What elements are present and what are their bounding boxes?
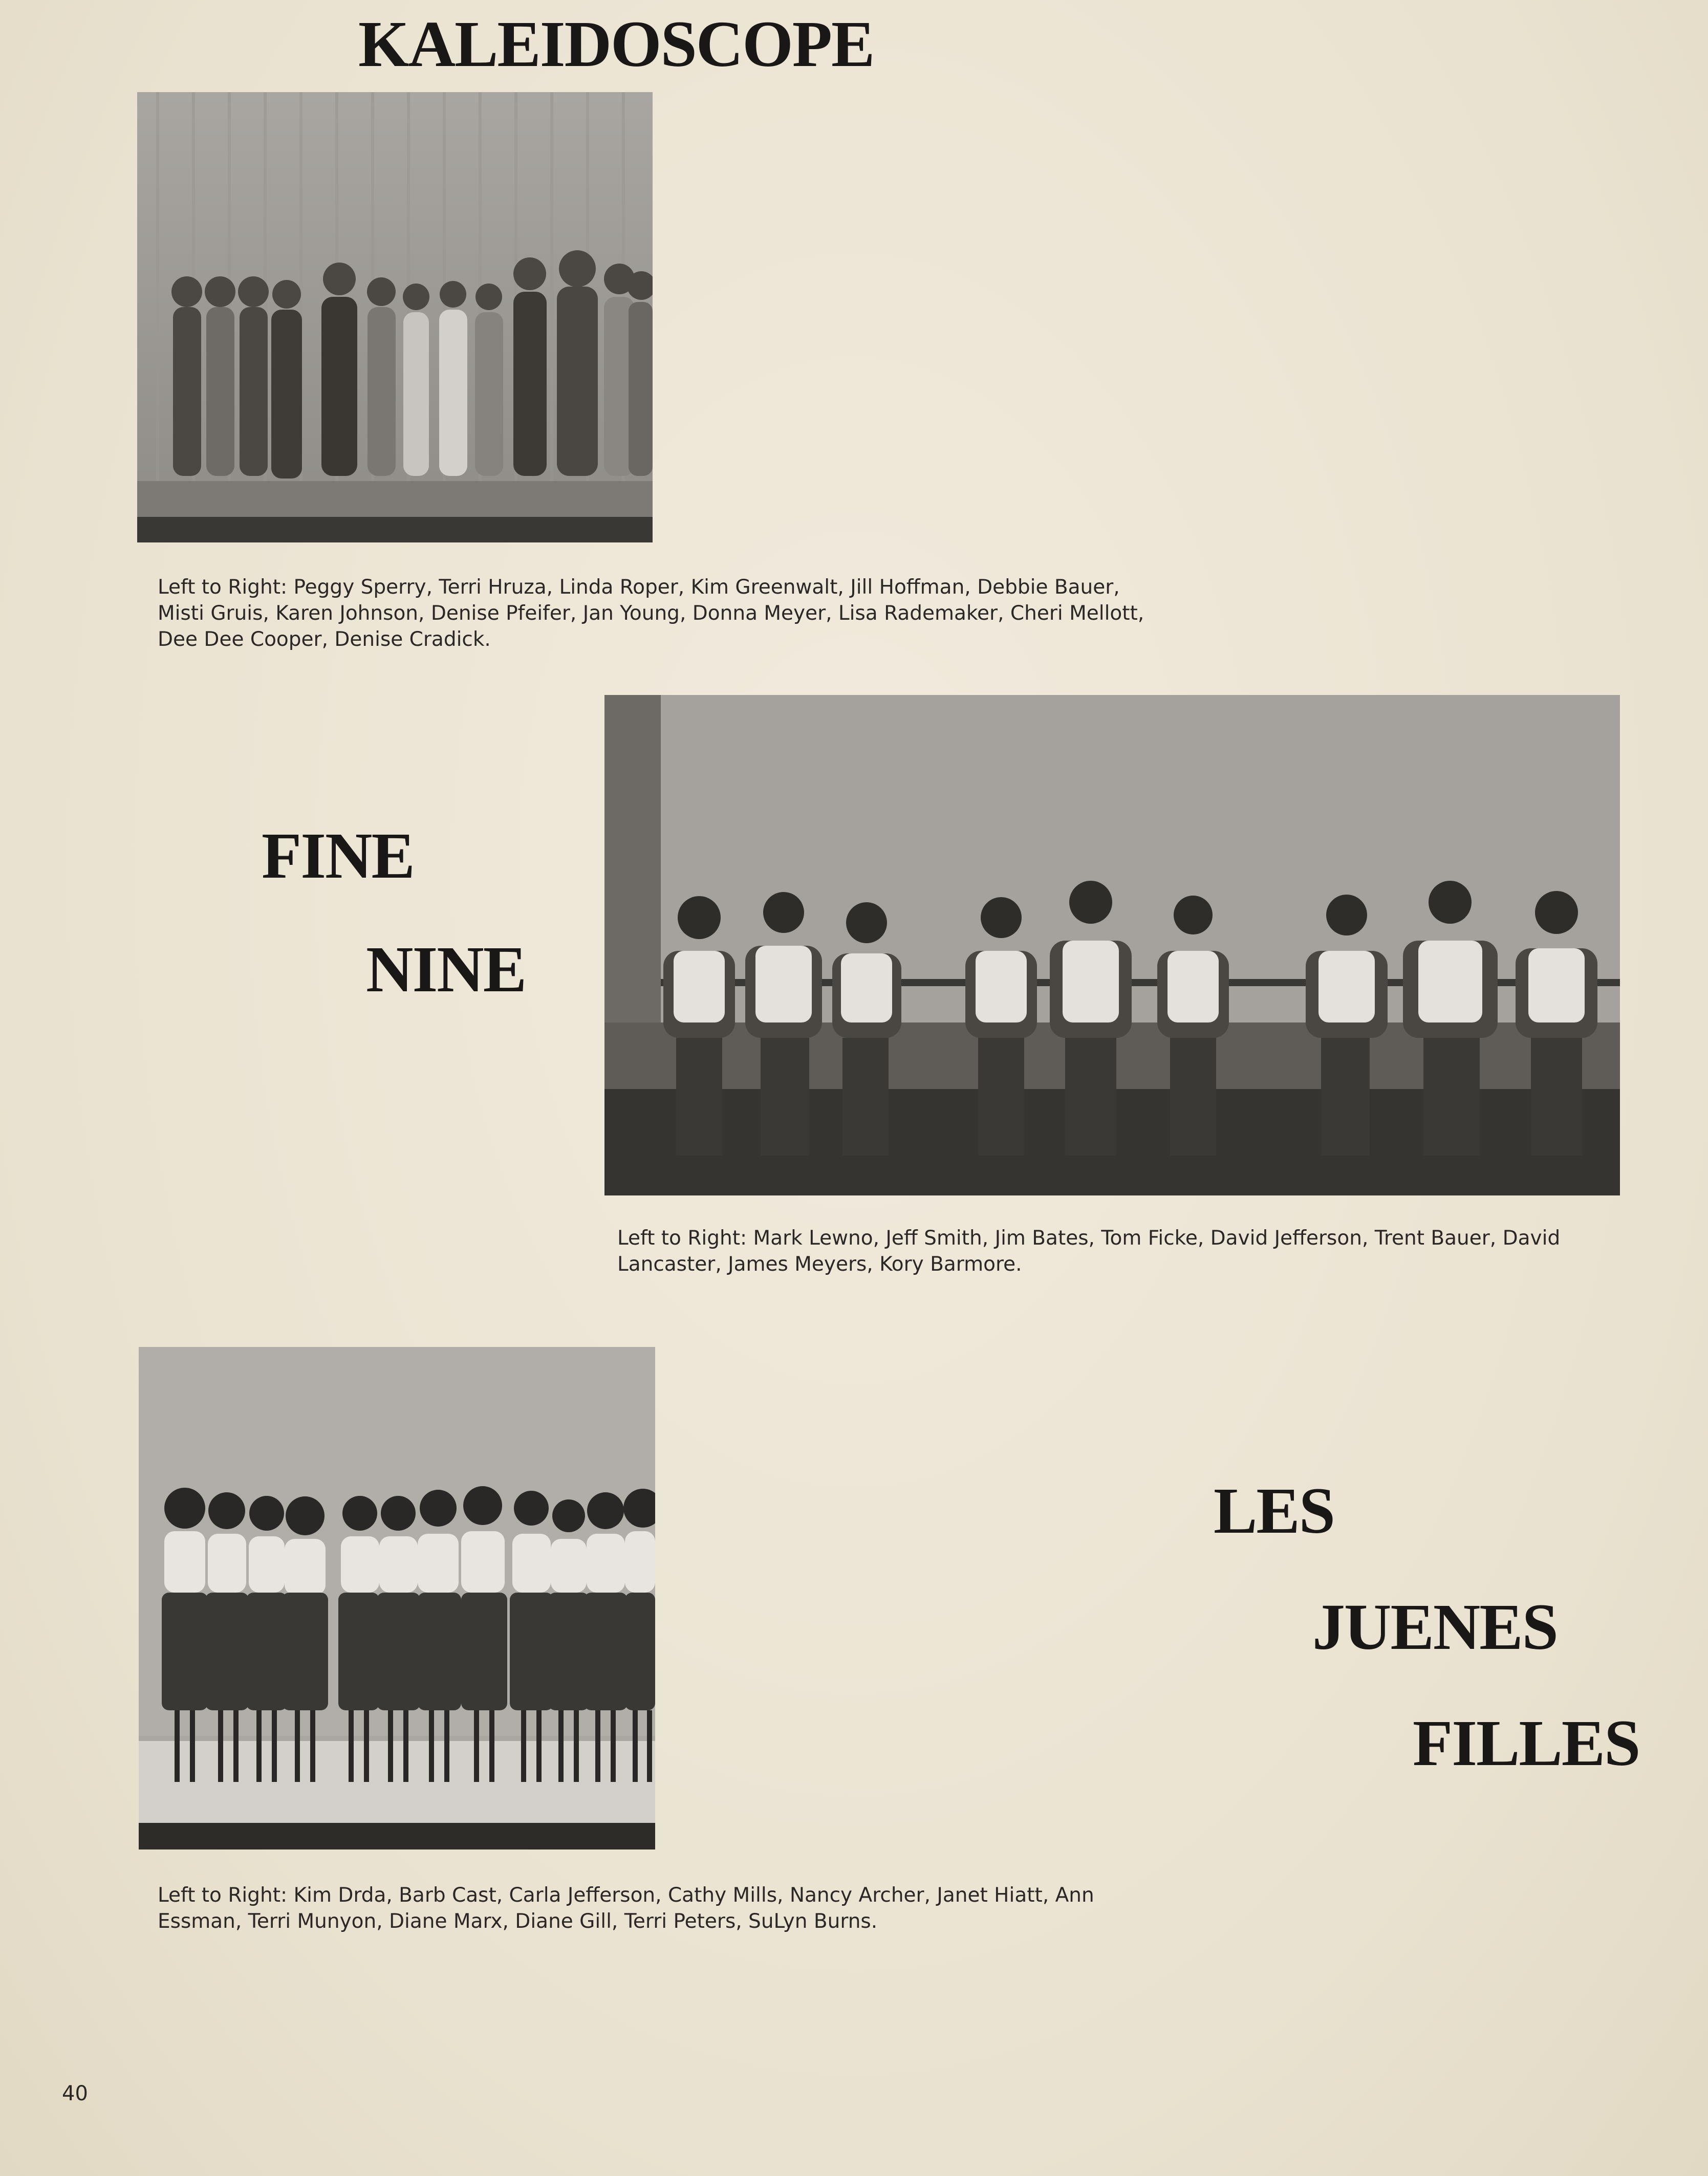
les-juenes-filles-heading-line2: JUENES	[1312, 1591, 1558, 1663]
kaleidoscope-caption: Left to Right: Peggy Sperry, Terri Hruza, Linda Roper, Kim Greenwalt, Jill Hoffman, Debbie Bauer, Misti Gruis, Karen Johnson, Denise Pfeifer, Jan Young, Donna Meyer, Lisa Rademaker, Cheri Mellott, Dee Dee Cooper, Denise Cradick.	[158, 576, 1144, 651]
les-juenes-filles-heading-line1: LES	[1214, 1474, 1334, 1547]
les-juenes-filles-photo	[139, 1347, 655, 1849]
fine-nine-heading-line1: FINE	[262, 819, 414, 892]
page-number: 40	[62, 2082, 88, 2105]
kaleidoscope-heading: KALEIDOSCOPE	[358, 8, 874, 80]
fine-nine-caption: Left to Right: Mark Lewno, Jeff Smith, Jim Bates, Tom Ficke, David Jefferson, Trent Bauer, David Lancaster, James Meyers, Kory Barmore.	[617, 1227, 1561, 1276]
les-juenes-filles-caption: Left to Right: Kim Drda, Barb Cast, Carla Jefferson, Cathy Mills, Nancy Archer, Janet Hiatt, Ann Essman, Terri Munyon, Diane Marx, Diane Gill, Terri Peters, SuLyn Burns.	[158, 1884, 1094, 1933]
fine-nine-heading-line2: NINE	[366, 933, 526, 1006]
kaleidoscope-photo	[137, 92, 653, 542]
les-juenes-filles-heading-line3: FILLES	[1413, 1707, 1640, 1779]
fine-nine-photo	[604, 695, 1620, 1195]
